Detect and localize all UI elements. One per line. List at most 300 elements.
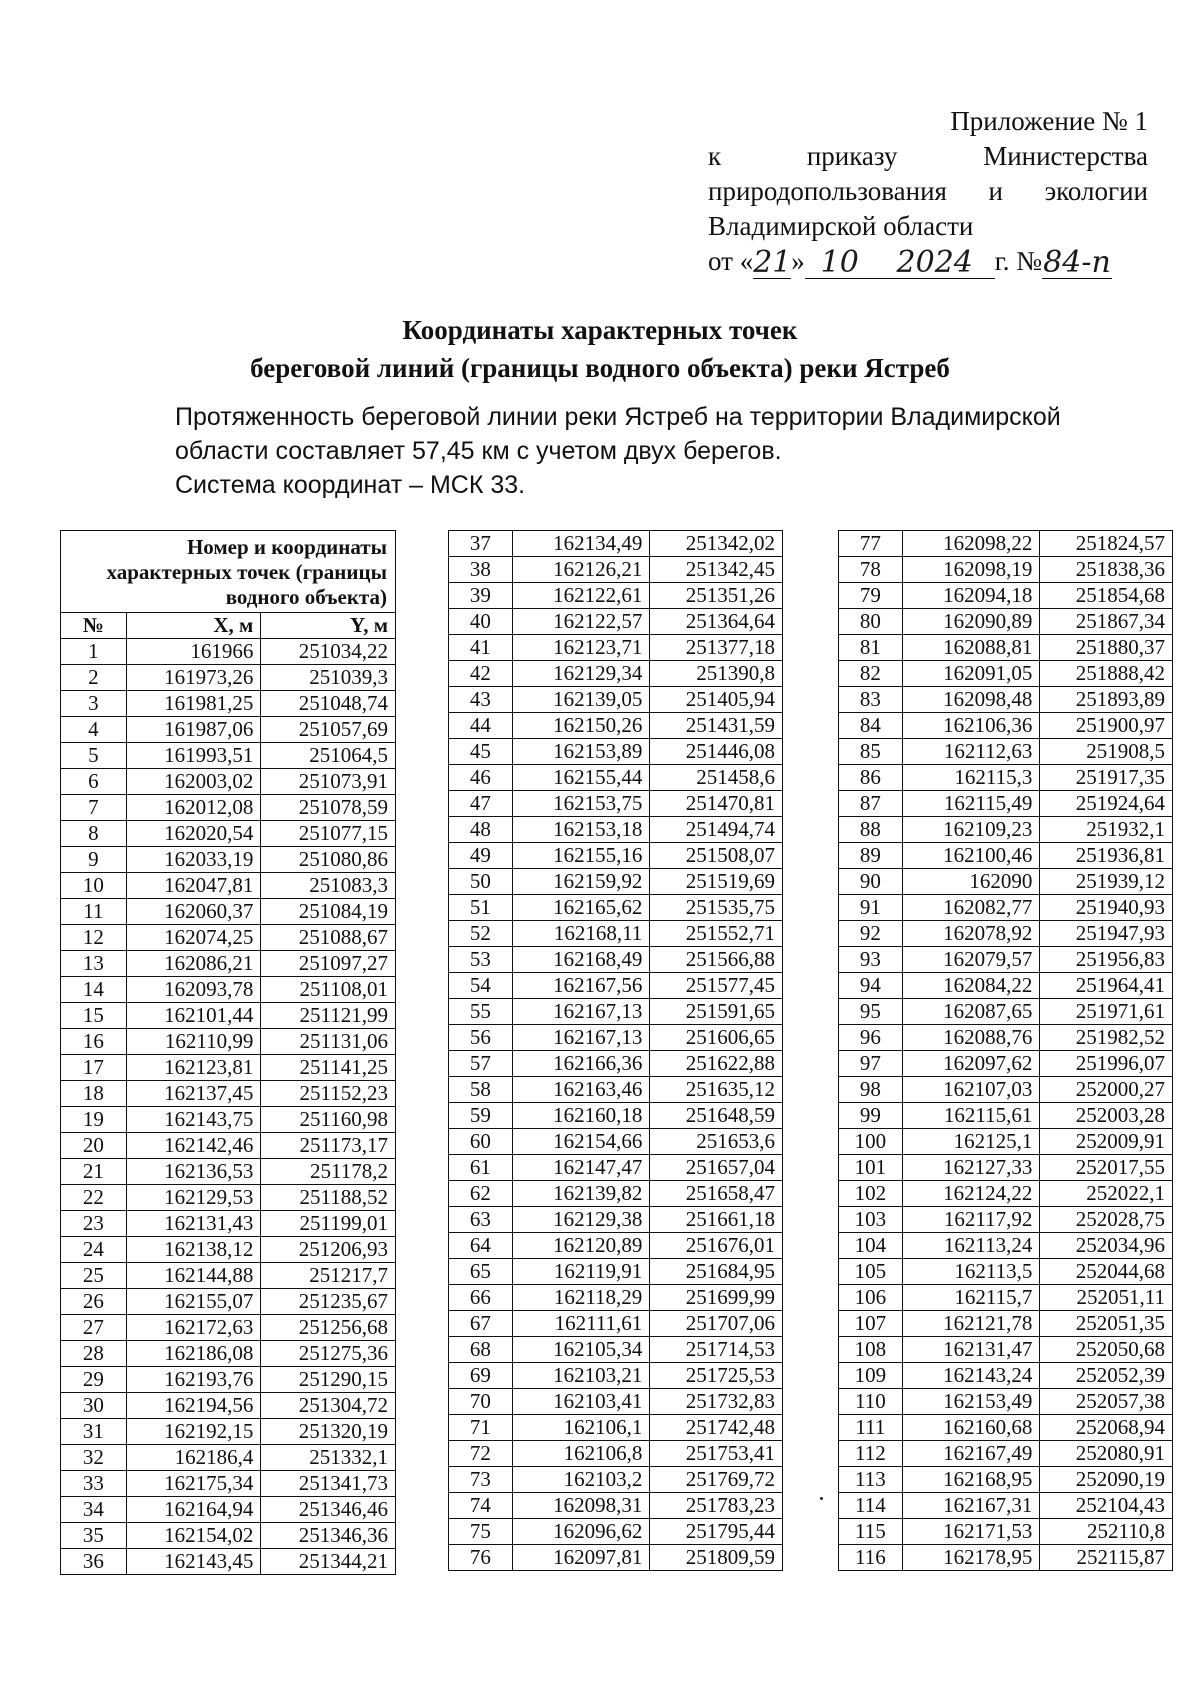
x-coordinate: 162164,94	[126, 1497, 261, 1523]
table-row	[839, 661, 1173, 687]
y-coordinate: 251947,93	[1040, 921, 1173, 947]
x-coordinate: 162131,47	[902, 1337, 1040, 1363]
x-coordinate: 162144,88	[126, 1263, 261, 1289]
table-row	[61, 1315, 396, 1341]
coordinates-table-1	[60, 530, 396, 1575]
x-coordinate: 162094,18	[902, 583, 1040, 609]
y-coordinate: 252052,39	[1040, 1363, 1173, 1389]
x-coordinate: 162115,61	[902, 1103, 1040, 1129]
point-number: 62	[449, 1181, 513, 1207]
point-number: 52	[449, 921, 513, 947]
x-coordinate: 162106,1	[512, 1415, 650, 1441]
table-row	[449, 1337, 783, 1363]
table-row	[839, 1415, 1173, 1441]
appendix-word: к	[708, 141, 722, 171]
y-coordinate: 252115,87	[1040, 1545, 1173, 1571]
x-coordinate: 162155,16	[512, 843, 650, 869]
y-coordinate: 251256,68	[261, 1315, 396, 1341]
table-row	[449, 1103, 783, 1129]
appendix-word: Министерства	[983, 141, 1148, 171]
x-coordinate: 162165,62	[512, 895, 650, 921]
y-coordinate: 251867,34	[1040, 609, 1173, 635]
y-coordinate: 251083,3	[261, 873, 396, 899]
point-number: 77	[839, 531, 903, 557]
y-coordinate: 251431,59	[650, 713, 783, 739]
point-number: 56	[449, 1025, 513, 1051]
appendix-header	[708, 104, 1148, 279]
y-coordinate: 251648,59	[650, 1103, 783, 1129]
point-number: 34	[61, 1497, 127, 1523]
x-coordinate: 162087,65	[902, 999, 1040, 1025]
point-number: 57	[449, 1051, 513, 1077]
y-coordinate: 251206,93	[261, 1237, 396, 1263]
table-row	[839, 557, 1173, 583]
table-row	[449, 557, 783, 583]
x-coordinate: 162088,81	[902, 635, 1040, 661]
table-row	[61, 977, 396, 1003]
point-number: 25	[61, 1263, 127, 1289]
x-coordinate: 162109,23	[902, 817, 1040, 843]
point-number: 59	[449, 1103, 513, 1129]
point-number: 86	[839, 765, 903, 791]
y-coordinate: 252051,11	[1040, 1285, 1173, 1311]
table-row	[449, 843, 783, 869]
table-row	[61, 1029, 396, 1055]
y-coordinate: 251160,98	[261, 1107, 396, 1133]
point-number: 114	[839, 1493, 903, 1519]
table-row	[839, 1181, 1173, 1207]
table-row	[839, 869, 1173, 895]
table-row	[61, 1003, 396, 1029]
table-row	[61, 1523, 396, 1549]
y-coordinate: 251982,52	[1040, 1025, 1173, 1051]
point-number: 3	[61, 691, 127, 717]
point-number: 109	[839, 1363, 903, 1389]
y-coordinate: 252017,55	[1040, 1155, 1173, 1181]
appendix-line-3	[708, 174, 1148, 209]
table-row	[449, 531, 783, 557]
point-number: 104	[839, 1233, 903, 1259]
table-row	[449, 1233, 783, 1259]
y-coordinate: 252080,91	[1040, 1441, 1173, 1467]
x-coordinate: 162117,92	[902, 1207, 1040, 1233]
point-number: 39	[449, 583, 513, 609]
x-coordinate: 162137,45	[126, 1081, 261, 1107]
y-coordinate: 251064,5	[261, 743, 396, 769]
point-number: 70	[449, 1389, 513, 1415]
y-coordinate: 252000,27	[1040, 1077, 1173, 1103]
column-header-number: №	[61, 613, 127, 639]
table-row	[61, 1367, 396, 1393]
y-coordinate: 252028,75	[1040, 1207, 1173, 1233]
table-row	[449, 817, 783, 843]
table-row	[449, 1545, 783, 1571]
table-row	[61, 821, 396, 847]
y-coordinate: 251199,01	[261, 1211, 396, 1237]
y-coordinate: 251769,72	[650, 1467, 783, 1493]
point-number: 55	[449, 999, 513, 1025]
y-coordinate: 252051,35	[1040, 1311, 1173, 1337]
y-coordinate: 251657,04	[650, 1155, 783, 1181]
appendix-line-2	[708, 139, 1148, 174]
point-number: 105	[839, 1259, 903, 1285]
table-row	[839, 1051, 1173, 1077]
y-coordinate: 251940,93	[1040, 895, 1173, 921]
table-row	[839, 1259, 1173, 1285]
y-coordinate: 251084,19	[261, 899, 396, 925]
point-number: 4	[61, 717, 127, 743]
column-header-x: X, м	[126, 613, 261, 639]
point-number: 65	[449, 1259, 513, 1285]
x-coordinate: 162160,68	[902, 1415, 1040, 1441]
x-coordinate: 162129,38	[512, 1207, 650, 1233]
point-number: 94	[839, 973, 903, 999]
y-coordinate: 251880,37	[1040, 635, 1173, 661]
x-coordinate: 162186,08	[126, 1341, 261, 1367]
point-number: 21	[61, 1159, 127, 1185]
x-coordinate: 162129,53	[126, 1185, 261, 1211]
point-number: 43	[449, 687, 513, 713]
x-coordinate: 162131,43	[126, 1211, 261, 1237]
y-coordinate: 251908,5	[1040, 739, 1173, 765]
table-row	[839, 1441, 1173, 1467]
appendix-word: экологии	[1044, 176, 1148, 206]
intro-line-1: Протяженность береговой линии реки Ястреб на территории Владимирской	[175, 403, 1061, 431]
y-coordinate: 251809,59	[650, 1545, 783, 1571]
x-coordinate: 162186,4	[126, 1445, 261, 1471]
table-row	[61, 1549, 396, 1575]
point-number: 9	[61, 847, 127, 873]
y-coordinate: 252022,1	[1040, 1181, 1173, 1207]
title-line-2: береговой линий (границы водного объекта) реки Ястреб	[250, 353, 950, 383]
x-coordinate: 162153,75	[512, 791, 650, 817]
table-row	[839, 1519, 1173, 1545]
y-coordinate: 251290,15	[261, 1367, 396, 1393]
y-coordinate: 251344,21	[261, 1549, 396, 1575]
y-coordinate: 251971,61	[1040, 999, 1173, 1025]
table-row	[449, 1467, 783, 1493]
table-row	[449, 687, 783, 713]
x-coordinate: 162078,92	[902, 921, 1040, 947]
appendix-word: природопользования	[708, 176, 947, 206]
point-number: 110	[839, 1389, 903, 1415]
point-number: 72	[449, 1441, 513, 1467]
y-coordinate: 251494,74	[650, 817, 783, 843]
x-coordinate: 162159,92	[512, 869, 650, 895]
x-coordinate: 162139,05	[512, 687, 650, 713]
point-number: 113	[839, 1467, 903, 1493]
y-coordinate: 251566,88	[650, 947, 783, 973]
x-coordinate: 162115,49	[902, 791, 1040, 817]
y-coordinate: 251917,35	[1040, 765, 1173, 791]
table-row	[61, 1055, 396, 1081]
point-number: 68	[449, 1337, 513, 1363]
point-number: 79	[839, 583, 903, 609]
point-number: 96	[839, 1025, 903, 1051]
x-coordinate: 162160,18	[512, 1103, 650, 1129]
x-coordinate: 162106,8	[512, 1441, 650, 1467]
table-row	[449, 765, 783, 791]
point-number: 53	[449, 947, 513, 973]
point-number: 41	[449, 635, 513, 661]
point-number: 71	[449, 1415, 513, 1441]
point-number: 8	[61, 821, 127, 847]
x-coordinate: 162060,37	[126, 899, 261, 925]
point-number: 1	[61, 639, 127, 665]
table-row	[839, 1389, 1173, 1415]
intro-paragraph	[175, 400, 1135, 502]
point-number: 83	[839, 687, 903, 713]
table-row	[839, 947, 1173, 973]
x-coordinate: 162143,75	[126, 1107, 261, 1133]
point-number: 101	[839, 1155, 903, 1181]
table-row	[61, 717, 396, 743]
point-number: 100	[839, 1129, 903, 1155]
point-number: 67	[449, 1311, 513, 1337]
table-row	[61, 1133, 396, 1159]
y-coordinate: 251661,18	[650, 1207, 783, 1233]
y-coordinate: 252090,19	[1040, 1467, 1173, 1493]
x-coordinate: 162153,89	[512, 739, 650, 765]
point-number: 97	[839, 1051, 903, 1077]
point-number: 24	[61, 1237, 127, 1263]
table-row	[449, 999, 783, 1025]
x-coordinate: 162098,31	[512, 1493, 650, 1519]
x-coordinate: 162154,02	[126, 1523, 261, 1549]
x-coordinate: 162012,08	[126, 795, 261, 821]
table-row	[839, 1129, 1173, 1155]
table-row	[839, 1311, 1173, 1337]
x-coordinate: 162033,19	[126, 847, 261, 873]
appendix-word: приказу	[806, 141, 898, 171]
table-row	[61, 665, 396, 691]
x-coordinate: 162103,41	[512, 1389, 650, 1415]
table-row	[449, 1415, 783, 1441]
table-row	[839, 531, 1173, 557]
y-coordinate: 251446,08	[650, 739, 783, 765]
x-coordinate: 161981,25	[126, 691, 261, 717]
point-number: 18	[61, 1081, 127, 1107]
point-number: 75	[449, 1519, 513, 1545]
point-number: 89	[839, 843, 903, 869]
x-coordinate: 162136,53	[126, 1159, 261, 1185]
point-number: 54	[449, 973, 513, 999]
point-number: 81	[839, 635, 903, 661]
table-row	[449, 583, 783, 609]
point-number: 92	[839, 921, 903, 947]
x-coordinate: 162098,48	[902, 687, 1040, 713]
appendix-word: и	[988, 176, 1003, 206]
y-coordinate: 251606,65	[650, 1025, 783, 1051]
x-coordinate: 162193,76	[126, 1367, 261, 1393]
x-coordinate: 162101,44	[126, 1003, 261, 1029]
x-coordinate: 162097,62	[902, 1051, 1040, 1077]
y-coordinate: 251458,6	[650, 765, 783, 791]
y-coordinate: 251714,53	[650, 1337, 783, 1363]
y-coordinate: 251351,26	[650, 583, 783, 609]
point-number: 91	[839, 895, 903, 921]
x-coordinate: 162097,81	[512, 1545, 650, 1571]
table-row	[839, 1103, 1173, 1129]
table-row	[839, 635, 1173, 661]
y-coordinate: 251275,36	[261, 1341, 396, 1367]
handwritten-day: 21	[753, 245, 792, 280]
point-number: 64	[449, 1233, 513, 1259]
point-number: 107	[839, 1311, 903, 1337]
x-coordinate: 162110,99	[126, 1029, 261, 1055]
y-coordinate: 252009,91	[1040, 1129, 1173, 1155]
table-row	[449, 1441, 783, 1467]
x-coordinate: 162122,57	[512, 609, 650, 635]
table-row	[449, 739, 783, 765]
y-coordinate: 251900,97	[1040, 713, 1173, 739]
x-coordinate: 162086,21	[126, 951, 261, 977]
document-title	[0, 311, 1200, 387]
table-row	[449, 947, 783, 973]
table-row	[449, 1051, 783, 1077]
date-prefix: от «	[708, 246, 754, 276]
table-row	[839, 713, 1173, 739]
y-coordinate: 251342,45	[650, 557, 783, 583]
y-coordinate: 251824,57	[1040, 531, 1173, 557]
point-number: 98	[839, 1077, 903, 1103]
table-row	[61, 1419, 396, 1445]
point-number: 32	[61, 1445, 127, 1471]
point-number: 11	[61, 899, 127, 925]
table-row	[61, 1185, 396, 1211]
y-coordinate: 251390,8	[650, 661, 783, 687]
x-coordinate: 162091,05	[902, 661, 1040, 687]
y-coordinate: 251141,25	[261, 1055, 396, 1081]
point-number: 102	[839, 1181, 903, 1207]
x-coordinate: 162074,25	[126, 925, 261, 951]
x-coordinate: 162167,13	[512, 1025, 650, 1051]
y-coordinate: 251552,71	[650, 921, 783, 947]
x-coordinate: 162167,49	[902, 1441, 1040, 1467]
y-coordinate: 251057,69	[261, 717, 396, 743]
x-coordinate: 162106,36	[902, 713, 1040, 739]
x-coordinate: 162143,45	[126, 1549, 261, 1575]
y-coordinate: 251956,83	[1040, 947, 1173, 973]
table-row	[61, 691, 396, 717]
point-number: 82	[839, 661, 903, 687]
point-number: 84	[839, 713, 903, 739]
y-coordinate: 251073,91	[261, 769, 396, 795]
appendix-line-1: Приложение № 1	[950, 106, 1148, 136]
point-number: 15	[61, 1003, 127, 1029]
y-coordinate: 251924,64	[1040, 791, 1173, 817]
y-coordinate: 251888,42	[1040, 661, 1173, 687]
point-number: 28	[61, 1341, 127, 1367]
date-mid: »	[791, 246, 805, 276]
table-row	[61, 873, 396, 899]
table-row	[839, 1077, 1173, 1103]
point-number: 10	[61, 873, 127, 899]
x-coordinate: 162103,21	[512, 1363, 650, 1389]
y-coordinate: 251939,12	[1040, 869, 1173, 895]
column-header-y: Y, м	[261, 613, 396, 639]
x-coordinate: 161966	[126, 639, 261, 665]
x-coordinate: 162175,34	[126, 1471, 261, 1497]
y-coordinate: 252044,68	[1040, 1259, 1173, 1285]
y-coordinate: 251048,74	[261, 691, 396, 717]
table-row	[61, 899, 396, 925]
table-row	[61, 1263, 396, 1289]
y-coordinate: 251405,94	[650, 687, 783, 713]
x-coordinate: 162112,63	[902, 739, 1040, 765]
table-row	[61, 951, 396, 977]
point-number: 115	[839, 1519, 903, 1545]
table-row	[449, 1155, 783, 1181]
table-row	[449, 1077, 783, 1103]
table-row	[449, 1363, 783, 1389]
y-coordinate: 251725,53	[650, 1363, 783, 1389]
x-coordinate: 162139,82	[512, 1181, 650, 1207]
table-row	[839, 1337, 1173, 1363]
date-suffix: г. №	[994, 246, 1042, 276]
table-row	[61, 1081, 396, 1107]
y-coordinate: 251964,41	[1040, 973, 1173, 999]
table-row	[449, 1259, 783, 1285]
point-number: 73	[449, 1467, 513, 1493]
point-number: 47	[449, 791, 513, 817]
point-number: 48	[449, 817, 513, 843]
x-coordinate: 162103,2	[512, 1467, 650, 1493]
table-row	[839, 1207, 1173, 1233]
y-coordinate: 251346,36	[261, 1523, 396, 1549]
point-number: 90	[839, 869, 903, 895]
point-number: 17	[61, 1055, 127, 1081]
point-number: 35	[61, 1523, 127, 1549]
y-coordinate: 251519,69	[650, 869, 783, 895]
y-coordinate: 252068,94	[1040, 1415, 1173, 1441]
y-coordinate: 251332,1	[261, 1445, 396, 1471]
point-number: 106	[839, 1285, 903, 1311]
y-coordinate: 252104,43	[1040, 1493, 1173, 1519]
x-coordinate: 162167,56	[512, 973, 650, 999]
y-coordinate: 251753,41	[650, 1441, 783, 1467]
x-coordinate: 162125,1	[902, 1129, 1040, 1155]
point-number: 50	[449, 869, 513, 895]
x-coordinate: 162168,95	[902, 1467, 1040, 1493]
table-row	[839, 921, 1173, 947]
x-coordinate: 162147,47	[512, 1155, 650, 1181]
table-row	[449, 1311, 783, 1337]
table-row	[449, 973, 783, 999]
y-coordinate: 251795,44	[650, 1519, 783, 1545]
table-row	[839, 1285, 1173, 1311]
point-number: 63	[449, 1207, 513, 1233]
table-row	[839, 1155, 1173, 1181]
y-coordinate: 251039,3	[261, 665, 396, 691]
x-coordinate: 162122,61	[512, 583, 650, 609]
intro-line-2: области составляет 57,45 км с учетом двух берегов.	[175, 437, 782, 465]
table-row	[61, 769, 396, 795]
x-coordinate: 162178,95	[902, 1545, 1040, 1571]
y-coordinate: 251591,65	[650, 999, 783, 1025]
x-coordinate: 162155,44	[512, 765, 650, 791]
x-coordinate: 162172,63	[126, 1315, 261, 1341]
y-coordinate: 251078,59	[261, 795, 396, 821]
x-coordinate: 162192,15	[126, 1419, 261, 1445]
point-number: 46	[449, 765, 513, 791]
point-number: 99	[839, 1103, 903, 1129]
y-coordinate: 251304,72	[261, 1393, 396, 1419]
point-number: 112	[839, 1441, 903, 1467]
point-number: 93	[839, 947, 903, 973]
point-number: 78	[839, 557, 903, 583]
point-number: 37	[449, 531, 513, 557]
